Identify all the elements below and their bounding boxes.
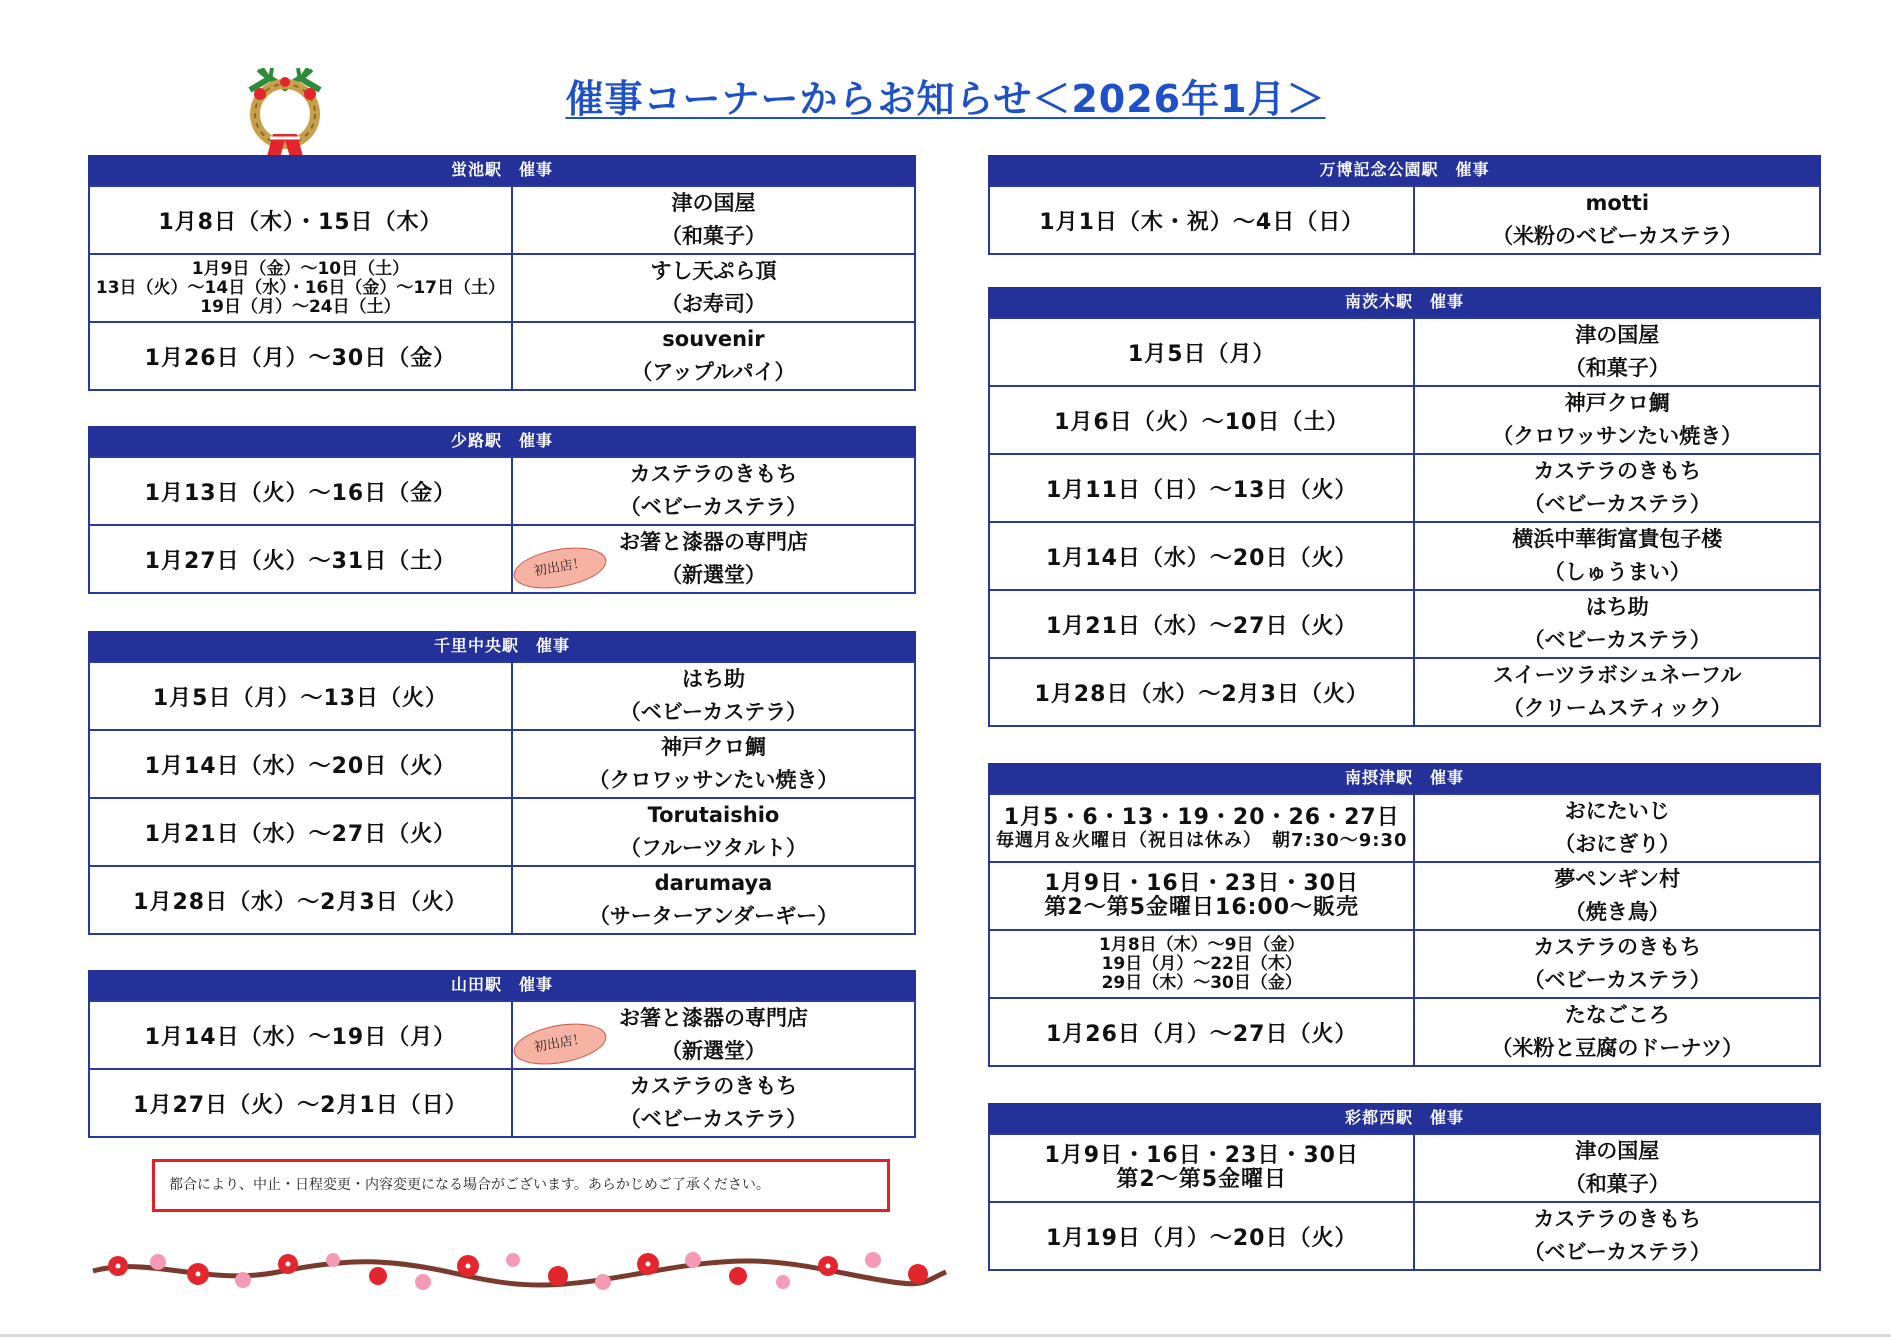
shop-item: （和菓子） <box>660 224 766 248</box>
event-date: 1月1日（木・祝）～4日（日） <box>989 186 1414 254</box>
shop-item: （クロワッサンたい焼き） <box>588 768 839 792</box>
table-row <box>89 1001 915 1069</box>
shop-item: （おにぎり） <box>1554 832 1681 856</box>
event-date: 1月13日（火）～16日（金） <box>89 457 512 525</box>
shop-item: （米粉と豆腐のドーナツ） <box>1491 1036 1744 1060</box>
section-hotarugaike <box>88 155 916 391</box>
shop-name: おにたいじ <box>1564 799 1670 823</box>
notice-box <box>152 1159 890 1212</box>
shop-name: はち助 <box>1585 595 1649 619</box>
shop-name: Torutaishio <box>647 803 780 827</box>
event-shop <box>1414 1202 1820 1270</box>
event-shop <box>1414 386 1820 454</box>
shop-item: （アップルパイ） <box>631 360 796 384</box>
section-minami-settsu <box>988 763 1821 1067</box>
event-date: 1月8日（木）～9日（金） 19日（月）～22日（木） 29日（木）～30日（金） <box>989 930 1414 998</box>
event-date: 1月28日（水）～2月3日（火） <box>989 658 1414 726</box>
events-table <box>88 185 916 391</box>
shop-item: （和菓子） <box>1564 1172 1670 1196</box>
shop-item: （ベビーカステラ） <box>619 700 808 724</box>
section-header: 万博記念公園駅 催事 <box>988 155 1821 185</box>
events-table <box>988 185 1821 255</box>
event-date: 1月28日（水）～2月3日（火） <box>89 866 512 934</box>
shop-name: 津の国屋 <box>1575 1139 1660 1163</box>
event-date: 1月5日（月） <box>989 318 1414 386</box>
shop-name: お箸と漆器の専門店 <box>618 530 808 554</box>
shop-name: 津の国屋 <box>671 191 756 215</box>
event-date: 1月9日（金）～10日（土） 13日（火）～14日（水）・16日（金）～17日（土） 19日（月）～24日（土） <box>89 254 512 322</box>
event-date: 1月14日（水）～20日（火） <box>989 522 1414 590</box>
section-senri-chuo <box>88 631 916 935</box>
table-row <box>89 662 915 730</box>
table-row <box>89 798 915 866</box>
event-date: 1月5日（月）～13日（火） <box>89 662 512 730</box>
shop-item: （しゅうまい） <box>1543 560 1691 584</box>
event-date: 1月9日・16日・23日・30日 第2～第5金曜日16:00～販売 <box>989 862 1414 930</box>
event-shop <box>512 798 915 866</box>
events-table <box>88 456 916 594</box>
shop-name: 神戸クロ鯛 <box>1564 391 1670 415</box>
section-header: 南摂津駅 催事 <box>988 763 1821 793</box>
table-row <box>989 454 1820 522</box>
table-row <box>989 318 1820 386</box>
event-shop <box>1414 658 1820 726</box>
table-row <box>989 1202 1820 1270</box>
shop-name: すし天ぷら頂 <box>650 259 777 283</box>
shop-name: スイーツラボシュネーフル <box>1493 663 1742 687</box>
table-row <box>989 186 1820 254</box>
event-shop <box>1414 1134 1820 1202</box>
section-header: 山田駅 催事 <box>88 970 916 1000</box>
event-shop <box>1414 930 1820 998</box>
event-shop <box>512 662 915 730</box>
shop-item: （サーターアンダーギー） <box>588 904 839 928</box>
event-date: 1月8日（木）・15日（木） <box>89 186 512 254</box>
table-row <box>989 930 1820 998</box>
shop-item: （ベビーカステラ） <box>1523 1240 1711 1264</box>
shop-item: （ベビーカステラ） <box>619 1107 808 1131</box>
shop-item: （和菓子） <box>1564 356 1670 380</box>
shop-item: （お寿司） <box>660 292 766 316</box>
table-row <box>989 386 1820 454</box>
shop-name: たなごころ <box>1564 1003 1670 1027</box>
shop-name: カステラのきもち <box>629 462 798 486</box>
table-row <box>989 862 1820 930</box>
notice-text: 都合により、中止・日程変更・内容変更になる場合がございます。あらかじめご了承ください。 <box>169 1177 770 1193</box>
event-date: 1月26日（月）～30日（金） <box>89 322 512 390</box>
table-row <box>89 322 915 390</box>
shop-item: （ベビーカステラ） <box>619 495 808 519</box>
event-shop <box>1414 794 1820 862</box>
event-shop <box>512 866 915 934</box>
event-shop <box>1414 186 1820 254</box>
shop-name: カステラのきもち <box>629 1074 798 1098</box>
table-row <box>89 186 915 254</box>
section-saitonishi <box>988 1103 1821 1271</box>
event-date: 1月27日（火）～2月1日（日） <box>89 1069 512 1137</box>
shop-item: （クロワッサンたい焼き） <box>1492 424 1743 448</box>
shop-name: darumaya <box>654 871 773 895</box>
event-date: 1月11日（日）～13日（火） <box>989 454 1414 522</box>
table-row <box>89 730 915 798</box>
shop-item: （焼き鳥） <box>1564 900 1670 924</box>
section-header: 南茨木駅 催事 <box>988 287 1821 317</box>
event-date: 1月5・6・13・19・20・26・27日 毎週月＆火曜日（祝日は休み） 朝7:30～9:30 <box>989 794 1414 862</box>
event-shop <box>1414 590 1820 658</box>
shop-item: （ベビーカステラ） <box>1523 492 1711 516</box>
event-date: 1月14日（水）～19日（月） <box>89 1001 512 1069</box>
shop-item: （ベビーカステラ） <box>1523 968 1711 992</box>
shop-name: 横浜中華街富貴包子楼 <box>1512 527 1723 551</box>
section-header: 蛍池駅 催事 <box>88 155 916 185</box>
table-row <box>989 522 1820 590</box>
shop-item: （新選堂） <box>660 1039 766 1063</box>
shop-name: 津の国屋 <box>1575 323 1660 347</box>
event-shop <box>512 322 915 390</box>
event-shop <box>512 254 915 322</box>
shop-name: motti <box>1585 191 1650 215</box>
shop-item: （フルーツタルト） <box>619 836 807 860</box>
table-row <box>989 658 1820 726</box>
table-row <box>989 1134 1820 1202</box>
shop-name: お箸と漆器の専門店 <box>618 1006 808 1030</box>
events-table <box>988 793 1821 1067</box>
shop-name: 神戸クロ鯛 <box>660 735 766 759</box>
section-header: 千里中央駅 催事 <box>88 631 916 661</box>
first-store-badge: 初出店！ <box>510 541 609 595</box>
shop-item: （クリームスティック） <box>1502 696 1732 720</box>
events-table <box>88 1000 916 1138</box>
event-shop <box>1414 998 1820 1066</box>
event-date: 1月21日（水）～27日（火） <box>89 798 512 866</box>
shop-name: 夢ペンギン村 <box>1554 867 1681 891</box>
event-date: 1月27日（火）～31日（土） <box>89 525 512 593</box>
event-date: 1月19日（月）～20日（火） <box>989 1202 1414 1270</box>
event-shop <box>512 186 915 254</box>
table-row <box>89 457 915 525</box>
event-date: 1月26日（月）～27日（火） <box>989 998 1414 1066</box>
new-year-wreath-icon <box>240 68 330 168</box>
event-date: 1月6日（火）～10日（土） <box>989 386 1414 454</box>
event-shop <box>512 1001 915 1069</box>
section-header: 少路駅 催事 <box>88 426 916 456</box>
event-shop <box>512 1069 915 1137</box>
shop-name: カステラのきもち <box>1533 459 1702 483</box>
event-shop <box>1414 522 1820 590</box>
table-row <box>89 254 915 322</box>
section-banpaku <box>988 155 1821 255</box>
page-title-text: 催事コーナーからお知らせ＜2026年1月＞ <box>565 77 1326 121</box>
event-date: 1月9日・16日・23日・30日 第2～第5金曜日 <box>989 1134 1414 1202</box>
shop-name: はち助 <box>681 667 745 691</box>
plum-blossom-garland-icon <box>88 1236 950 1298</box>
shop-item: （米粉のベビーカステラ） <box>1492 224 1743 248</box>
table-row <box>89 525 915 593</box>
event-shop <box>512 730 915 798</box>
event-shop <box>1414 862 1820 930</box>
table-row <box>89 1069 915 1137</box>
shop-name: カステラのきもち <box>1533 1207 1702 1231</box>
shop-item: （ベビーカステラ） <box>1523 628 1711 652</box>
section-minami-ibaraki <box>988 287 1821 727</box>
shop-name: カステラのきもち <box>1533 935 1702 959</box>
events-table <box>88 661 916 935</box>
event-shop <box>512 457 915 525</box>
section-yamada <box>88 970 916 1138</box>
event-shop <box>1414 318 1820 386</box>
event-date: 1月14日（水）～20日（火） <box>89 730 512 798</box>
shop-item: （新選堂） <box>660 563 766 587</box>
event-date: 1月21日（水）～27日（火） <box>989 590 1414 658</box>
shop-name: souvenir <box>662 327 765 351</box>
event-shop <box>512 525 915 593</box>
table-row <box>989 590 1820 658</box>
section-header: 彩都西駅 催事 <box>988 1103 1821 1133</box>
first-store-badge: 初出店！ <box>510 1017 609 1071</box>
events-table <box>988 317 1821 727</box>
events-table <box>988 1133 1821 1271</box>
table-row <box>989 794 1820 862</box>
table-row <box>89 866 915 934</box>
event-shop <box>1414 454 1820 522</box>
section-shoji <box>88 426 916 594</box>
table-row <box>989 998 1820 1066</box>
